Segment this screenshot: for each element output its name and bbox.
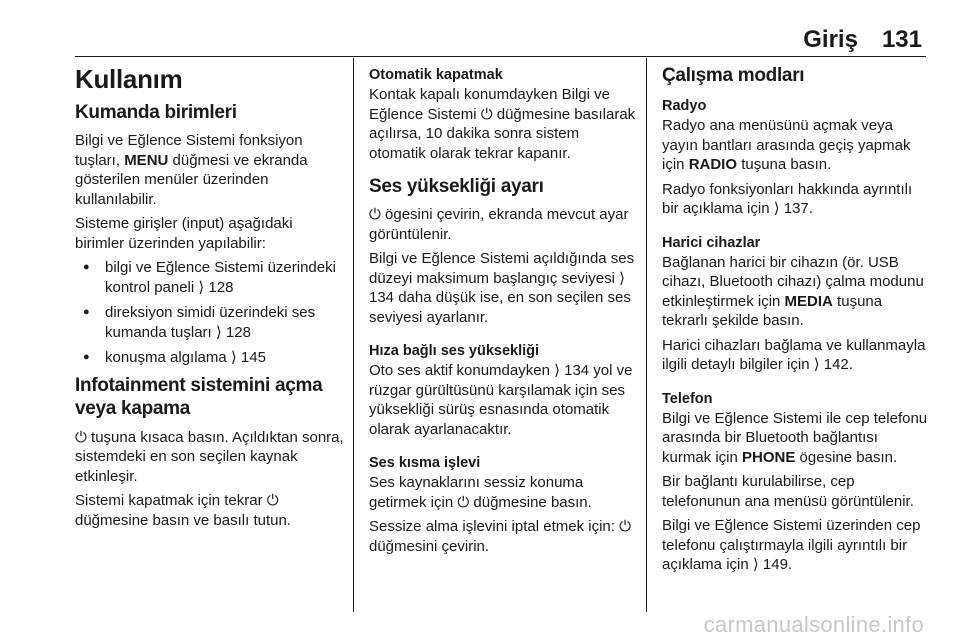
media-key-label: MEDIA <box>784 292 833 310</box>
paragraph-external-2: Harici cihazları bağlama ve kullanmayla ilgili detaylı bilgiler için ⟩ 142. <box>662 336 926 373</box>
column-1 <box>75 58 345 612</box>
list-item: ● direksiyon simidi üzerindeki ses kumanda tuşları ⟩ 128 <box>75 303 345 342</box>
paragraph-volume-2: Bilgi ve Eğlence Sistemi açıldığında ses düzeyi maksimum başlangıç seviyesi ⟩ 134 daha düşük ise, en son seçilen ses seviyesi ayarlanır. <box>369 250 635 326</box>
paragraph-radio-1 <box>662 116 928 175</box>
paragraph-mute-1: Ses kaynaklarını sessiz konuma getirmek için ⏻ düğmesine basın. <box>369 474 592 511</box>
paragraph-volume-1: ⏻ ögesini çevirin, ekranda mevcut ayar görüntülenir. <box>369 206 629 243</box>
heading-mute: Ses kısma işlevi <box>369 455 481 471</box>
heading-modes: Çalışma modları <box>662 65 805 86</box>
section-title: Kullanım <box>75 64 183 94</box>
paragraph-inputs: Sisteme girişler (input) aşağıdaki birimler üzerinden yapılabilir: <box>75 215 293 252</box>
paragraph-on: ⏻ tuşuna kısaca basın. Açıldıktan sonra, sistemdeki en son seçilen kaynak etkinleşir. <box>75 428 344 485</box>
text: Bağlanan harici bir cihazın (ör. USB cihazı, Bluetooth cihazı) çalma modunu etkinleştirmek için <box>662 253 924 310</box>
menu-key-label: MENU <box>124 151 169 169</box>
text: Bilgi ve Eğlence Sistemi fonksiyon tuşları, <box>75 132 303 169</box>
input-list <box>75 258 345 368</box>
text: tuşuna basın. <box>737 156 832 173</box>
heading-phone: Telefon <box>662 390 713 407</box>
heading-radio: Radyo <box>662 98 707 114</box>
paragraph-controls <box>75 131 345 209</box>
column-divider-1 <box>353 58 354 612</box>
chapter-title: Giriş <box>803 26 858 53</box>
heading-on-off: Infotainment sistemini açma veya kapama <box>75 374 323 419</box>
page-number: 131 <box>881 26 922 53</box>
paragraph-mute-2: Sessize alma işlevini iptal etmek için: ⏻ düğmesini çevirin. <box>369 518 631 555</box>
radio-key-label: RADIO <box>688 156 738 173</box>
paragraph-phone-2: Bir bağlantı kurulabilirse, cep telefonunun ana menüsü görüntülenir. <box>662 473 914 510</box>
column-divider-2 <box>646 58 647 612</box>
text: tuşuna tekrarlı şekilde basın. <box>662 292 883 329</box>
paragraph-off: Sistemi kapatmak için tekrar ⏻ düğmesine basın ve basılı tutun. <box>75 492 291 529</box>
watermark: carmanualsonline.info <box>703 612 924 637</box>
phone-key-label: PHONE <box>742 448 796 466</box>
paragraph-phone-3: Bilgi ve Eğlence Sistemi üzerinden cep telefonu çalıştırmayla ilgili ayrıntılı bir açıklama için ⟩ 149. <box>662 517 921 573</box>
page-header <box>803 26 922 54</box>
column-3 <box>662 58 928 612</box>
text: ögesine basın. <box>795 448 898 466</box>
list-item: ● konuşma algılama ⟩ 145 <box>75 348 345 368</box>
paragraph-radio-2: Radyo fonksiyonları hakkında ayrıntılı bir açıklama için ⟩ 137. <box>662 180 913 217</box>
paragraph-auto-off: Kontak kapalı konumdayken Bilgi ve Eğlence Sistemi ⏻ düğmesine basılarak açılırsa, 10 dakika sonra sistem otomatik olarak tekrar kapanır. <box>369 86 636 162</box>
heading-auto-off: Otomatik kapatmak <box>369 67 503 83</box>
heading-controls: Kumanda birimleri <box>75 102 237 123</box>
text: Bilgi ve Eğlence Sistemi ile cep telefonu arasında bir Bluetooth bağlantısı kurmak için <box>662 409 928 466</box>
paragraph-speed-volume: Oto ses aktif konumdayken ⟩ 134 yol ve rüzgar gürültüsünü karşılamak için ses yüksekliği sürüş esnasında otomatik olarak ayarlanacaktır. <box>369 362 633 438</box>
heading-external: Harici cihazlar <box>662 234 761 251</box>
header-rule <box>75 56 926 57</box>
text: düğmesi ve ekranda gösterilen menüler üzerinden kullanılabilir. <box>75 151 308 208</box>
text: Radyo ana menüsünü açmak veya yayın bantları arasında geçiş yapmak için <box>662 117 911 173</box>
heading-speed-volume: Hıza bağlı ses yüksekliği <box>369 343 540 359</box>
heading-volume: Ses yüksekliği ayarı <box>369 176 544 197</box>
paragraph-phone-1 <box>662 409 928 468</box>
paragraph-external-1 <box>662 253 928 331</box>
column-2 <box>369 58 637 612</box>
list-item: ● bilgi ve Eğlence Sistemi üzerindeki kontrol paneli ⟩ 128 <box>75 258 345 297</box>
